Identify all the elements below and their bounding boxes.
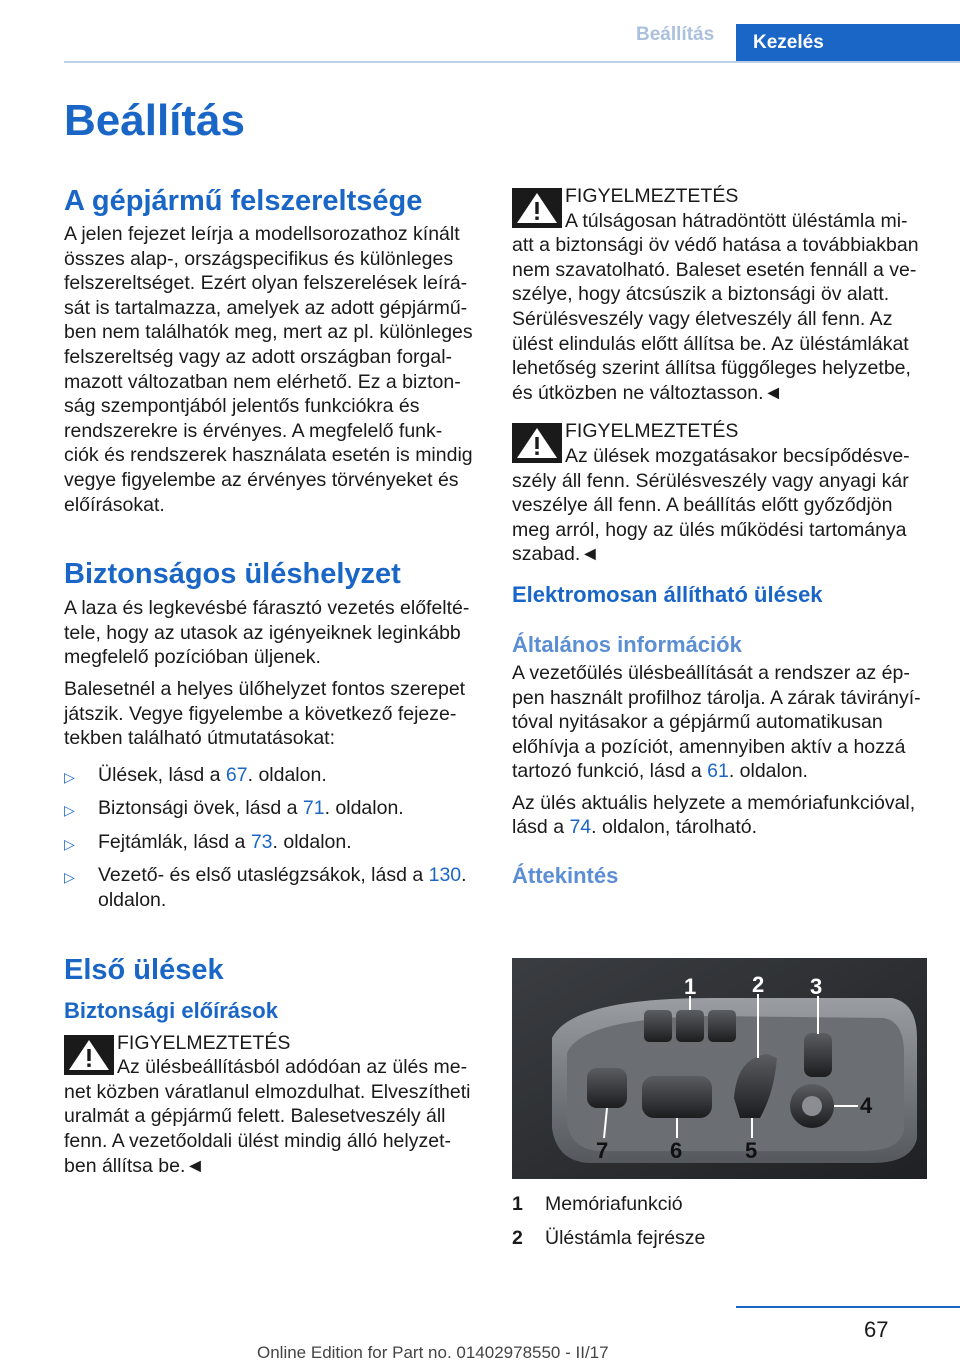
- equipment-heading: A gépjármű felszereltsége: [64, 185, 423, 217]
- bullet-text: Fejtámlák, lásd a: [98, 830, 251, 853]
- bullet-text: . oldalon.: [272, 830, 352, 853]
- warning-line: veszélye áll fenn. A beállítás előtt győződjön: [512, 494, 893, 517]
- page-number: 67: [864, 1317, 889, 1342]
- warning-line: meg arról, hogy az ülés működési tartománya: [512, 518, 907, 541]
- text-line: összes alap-, országspecifikus és különleges: [64, 247, 454, 270]
- warning-line: ben állítsa be.◄: [64, 1154, 205, 1177]
- warning-line: A túlságosan hátradöntött üléstámla mi-: [565, 209, 908, 232]
- legend-number: 1: [512, 1193, 523, 1215]
- text-line: lásd a: [512, 816, 570, 839]
- warning-icon: [512, 188, 562, 228]
- warning-line: att a biztonsági öv védő hatása a továbbiakban: [512, 234, 919, 257]
- safe-text-2: [64, 677, 484, 751]
- warning-line: és útközben ne változtasson.◄: [512, 381, 783, 404]
- text-line: játszik. Vegye figyelembe a következő fejeze-: [64, 702, 457, 725]
- bullet-item: [64, 796, 484, 821]
- safe-text-1: [64, 596, 484, 670]
- warning-title: FIGYELMEZTETÉS: [565, 185, 739, 207]
- photo-label: 3: [810, 974, 823, 999]
- bullet-text: Vezető- és első utaslégzsákok, lásd a: [98, 864, 429, 887]
- page-title: Beállítás: [64, 96, 245, 145]
- text-line: . oldalon.: [728, 760, 808, 783]
- bullet-item: [64, 763, 484, 788]
- warning-line: fenn. A vezetőoldali ülést mindig álló helyzet-: [64, 1130, 451, 1153]
- header-tab-settings[interactable]: Beállítás: [636, 24, 715, 45]
- text-line: ben nem találhatók meg, mert az pl. különleges: [64, 321, 473, 344]
- warning-title: FIGYELMEZTETÉS: [565, 420, 739, 443]
- warning-line: nem szavatolható. Baleset esetén fennáll a ve-: [512, 258, 917, 281]
- general-text-2: [512, 791, 932, 840]
- general-text-1: [512, 661, 932, 784]
- edition-footer: Online Edition for Part no. 01402978550 - II/17: [257, 1343, 609, 1362]
- warning-line: Az ülésbeállításból adódóan az ülés me-: [117, 1056, 468, 1079]
- legend-text: Üléstámla fejrésze: [545, 1226, 706, 1249]
- text-line: pen használt profilhoz tárolja. A zárak távirányí-: [512, 686, 921, 709]
- text-line: Az ülés aktuális helyzete a memóriafunkcióval,: [512, 791, 916, 814]
- warning-icon: [64, 1035, 114, 1075]
- front-seats-heading: Első ülések: [64, 953, 224, 986]
- page-link[interactable]: 71: [302, 797, 325, 820]
- photo-label: 7: [596, 1138, 609, 1163]
- text-line: felszereltség vagy az adott országban forgal-: [64, 345, 453, 368]
- text-line: ság szempontjából jelentős funkciókra és: [64, 395, 420, 418]
- safe-position-heading: Biztonságos üléshelyzet: [64, 558, 401, 591]
- legend-number: 2: [512, 1226, 523, 1249]
- seat-controls-photo: [512, 958, 927, 1179]
- seat-controls-illustration: [512, 958, 927, 1179]
- bullet-text: . oldalon.: [247, 763, 327, 786]
- text-line: rendszerekre is érvényes. A megfelelő funk-: [64, 419, 443, 442]
- left-column: [64, 184, 484, 1178]
- bullet-text: oldalon.: [98, 889, 167, 912]
- safety-rules-heading: Biztonsági előírások: [64, 997, 278, 1023]
- page-link[interactable]: 67: [225, 763, 248, 786]
- bullet-text: . oldalon.: [324, 797, 404, 820]
- text-line: A vezetőülés ülésbeállítását a rendszer az ép-: [512, 661, 910, 684]
- text-line: A laza és legkevésbé fárasztó vezetés előfelté-: [64, 597, 470, 620]
- text-line: vegye figyelembe az érvényes törvényeket és: [64, 468, 459, 491]
- warning-line: szély áll fenn. Sérülésveszély vagy anyagi kár: [512, 469, 909, 492]
- header-tab-active[interactable]: Kezelés: [736, 24, 960, 62]
- text-line: sát is tartalmazza, amelyek az adott gépjármű-: [64, 296, 468, 319]
- text-line: felszereltséget. Ezért olyan felszerelések leírá-: [64, 272, 468, 295]
- warning-line: Az ülések mozgatásakor becsípődésve-: [565, 444, 910, 467]
- text-line: tele, hogy az utasok az igényeiknek leginkább: [64, 621, 461, 644]
- text-line: előhívja a pozíciót, amennyiben aktív a hozzá: [512, 735, 906, 758]
- warning-title: FIGYELMEZTETÉS: [117, 1031, 291, 1054]
- photo-label: 6: [670, 1138, 683, 1163]
- photo-label: 1: [684, 974, 697, 999]
- text-line: mazott változatban nem elérhető. Ez a bizton-: [64, 370, 461, 393]
- right-column: [512, 184, 932, 890]
- general-info-heading: Általános információk: [512, 631, 742, 657]
- photo-label: 4: [860, 1093, 873, 1118]
- footer-rule: [736, 1306, 960, 1308]
- legend-item: [512, 1192, 932, 1217]
- photo-legend: [512, 1192, 932, 1259]
- text-line: ciók és rendszerek használata esetén is mindig: [64, 444, 473, 467]
- text-line: A jelen fejezet leírja a modellsorozathoz kínált: [64, 223, 460, 245]
- page-link[interactable]: 130: [428, 864, 462, 887]
- warning-line: szélye, hogy átcsúszik a biztonsági öv alatt.: [512, 283, 890, 306]
- bullet-text: Biztonsági övek, lásd a: [98, 797, 303, 820]
- warning-block: [512, 419, 932, 567]
- text-line: tóval nyitásakor a gépjármű automatikusan: [512, 711, 883, 734]
- warning-line: Sérülésveszély vagy életveszély áll fenn. Az: [512, 307, 893, 330]
- header-rule: [64, 61, 960, 63]
- legend-item: [512, 1226, 932, 1251]
- triangle-bullet-icon: ▷: [64, 835, 75, 852]
- bullet-item: [64, 830, 484, 855]
- warning-line: szabad.◄: [512, 543, 600, 566]
- equipment-text: [64, 222, 484, 517]
- warning-line: uralmát a gépjármű felett. Balesetveszély áll: [64, 1105, 446, 1128]
- warning-line: net közben váratlanul elmozdulhat. Elveszítheti: [64, 1080, 471, 1103]
- warning-block: [64, 1031, 484, 1179]
- bullet-item: [64, 863, 484, 912]
- overview-heading: Áttekintés: [512, 863, 619, 889]
- page-link[interactable]: 74: [569, 816, 592, 839]
- warning-line: lehetőség szerint állítsa függőleges helyzetbe,: [512, 357, 911, 380]
- triangle-bullet-icon: ▷: [64, 768, 75, 785]
- text-line: tartozó funkció, lásd a: [512, 760, 708, 783]
- text-line: . oldalon, tárolható.: [591, 816, 758, 839]
- text-line: előírásokat.: [64, 493, 165, 516]
- page-link[interactable]: 61: [707, 760, 729, 783]
- warning-icon: [512, 423, 562, 463]
- triangle-bullet-icon: ▷: [64, 802, 75, 819]
- photo-label: 5: [745, 1138, 758, 1163]
- text-line: megfelelő pozícióban üljenek.: [64, 646, 321, 669]
- bullet-text: Ülések, lásd a: [98, 763, 226, 786]
- text-line: Balesetnél a helyes ülőhelyzet fontos szerepet: [64, 677, 466, 700]
- warning-line: ülést elindulás előtt állítsa be. Az üléstámlákat: [512, 332, 909, 355]
- bullet-text: .: [461, 864, 467, 887]
- text-line: tekben található útmutatásokat:: [64, 727, 336, 750]
- page-link[interactable]: 73: [250, 830, 273, 853]
- triangle-bullet-icon: ▷: [64, 869, 75, 886]
- warning-block: [512, 184, 932, 405]
- electric-seats-heading: Elektromosan állítható ülések: [512, 581, 823, 607]
- legend-text: Memóriafunkció: [545, 1193, 683, 1215]
- photo-label: 2: [752, 972, 765, 997]
